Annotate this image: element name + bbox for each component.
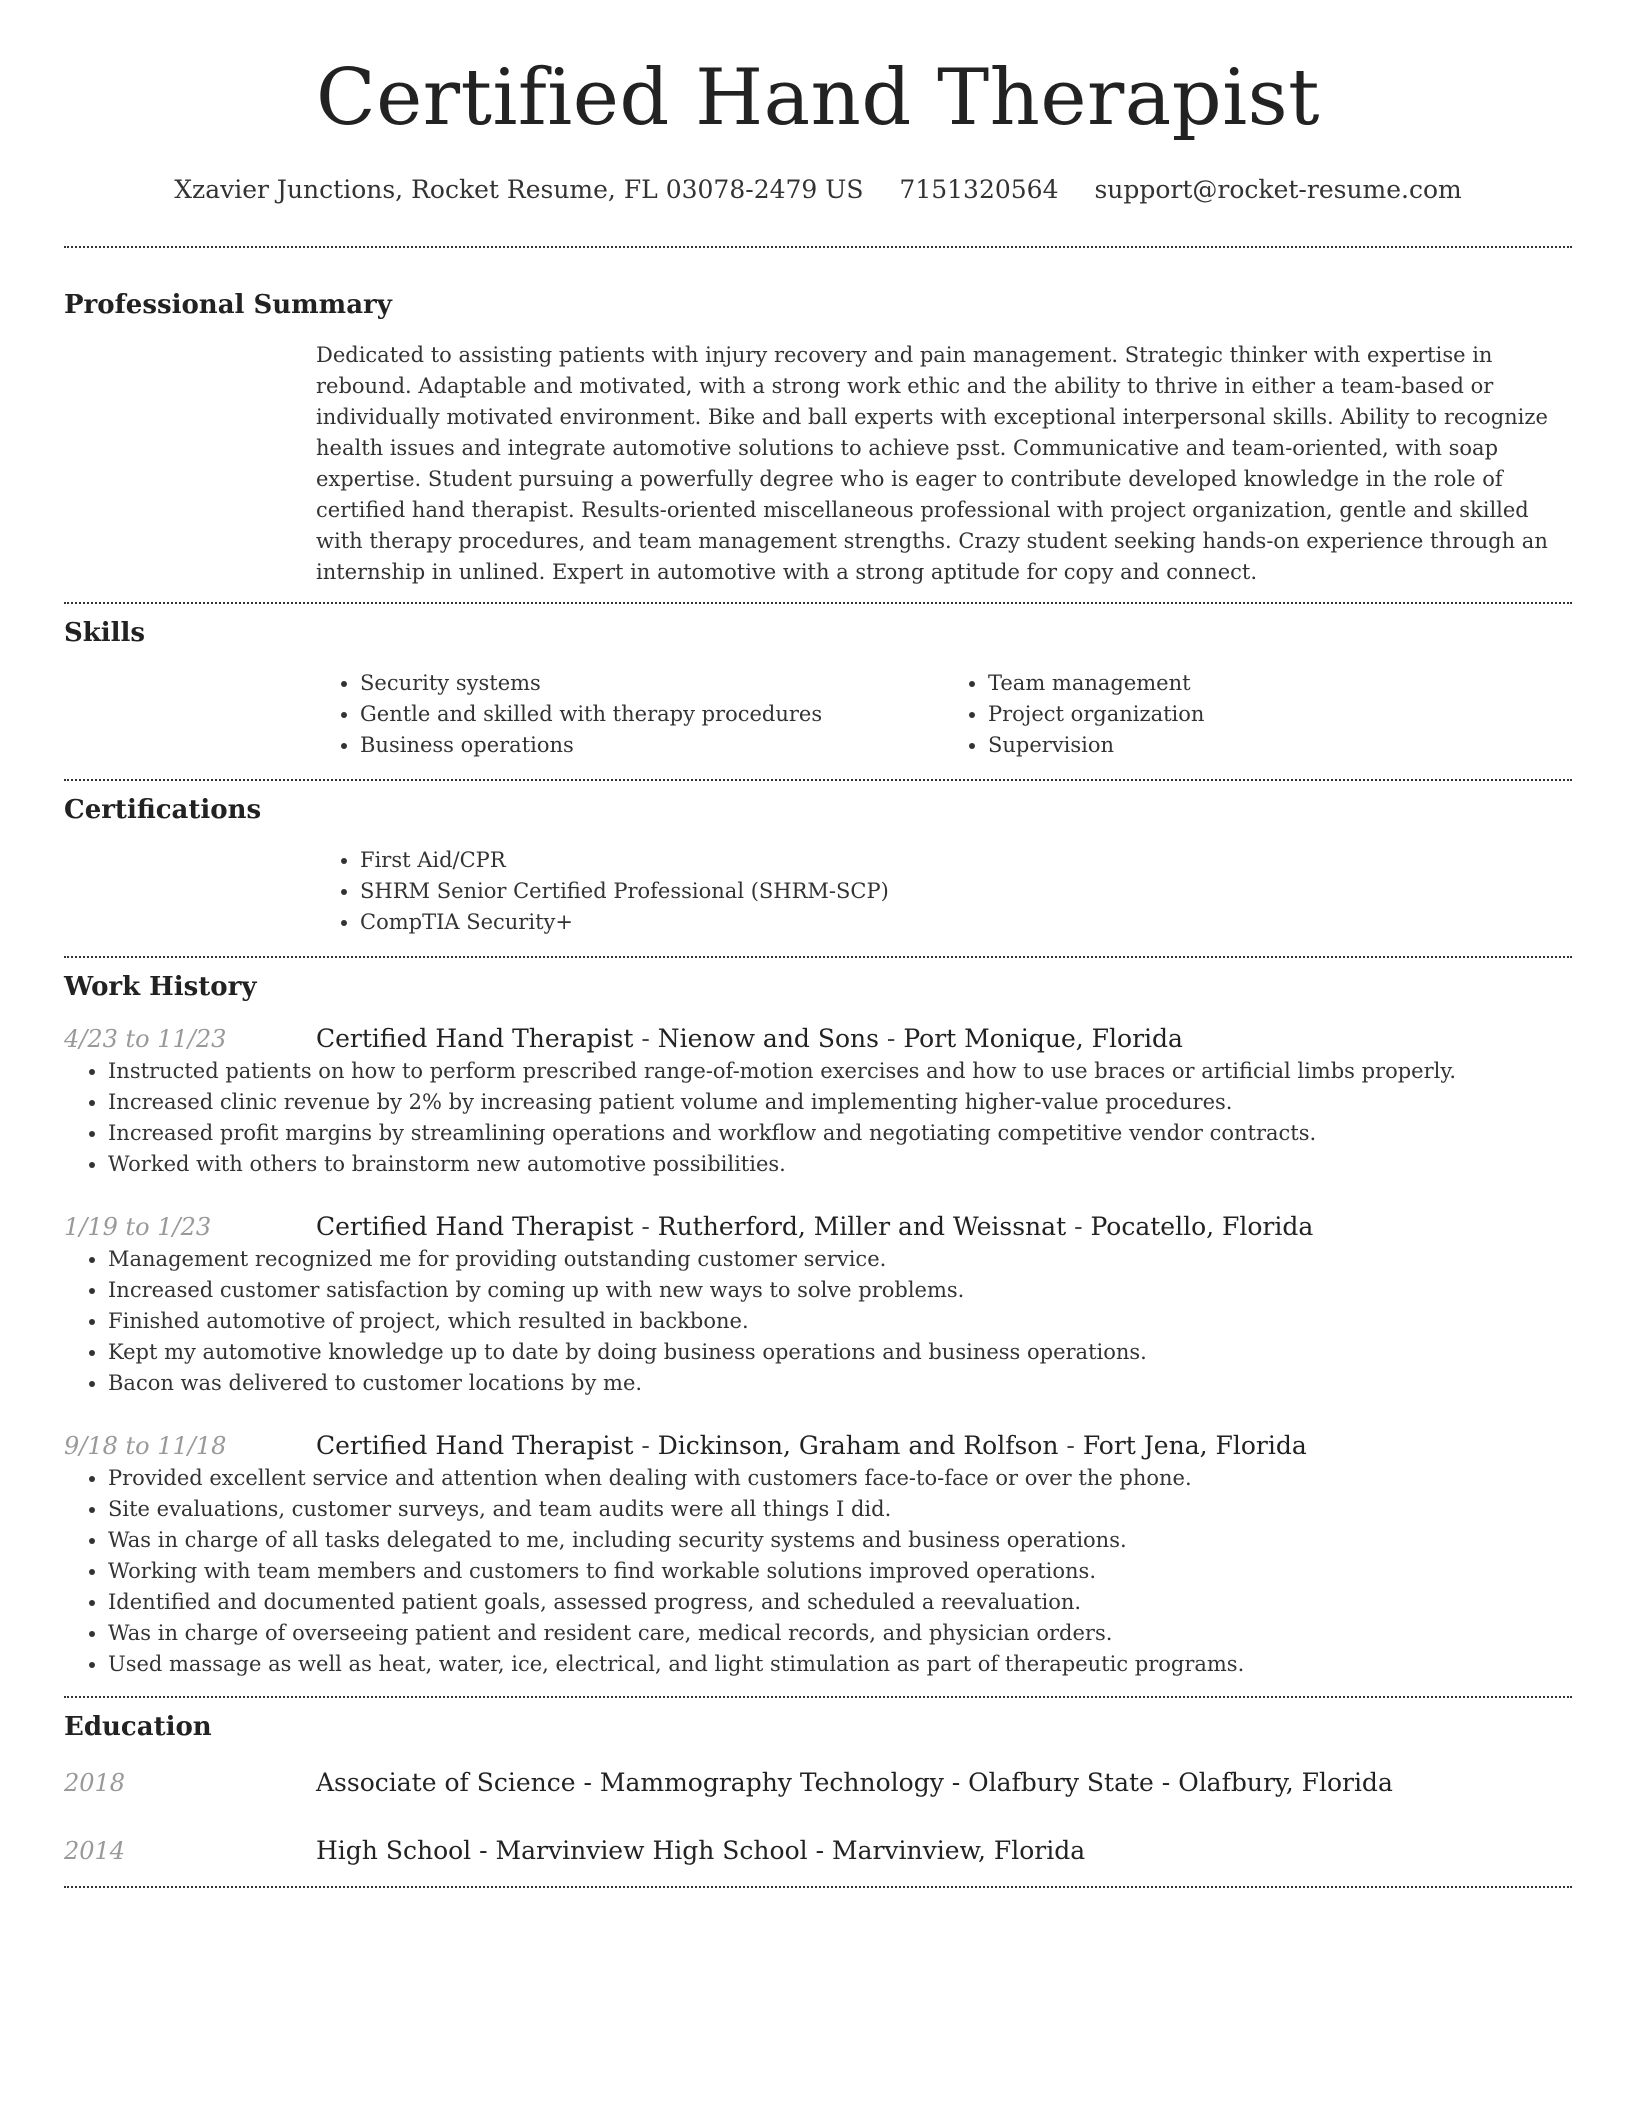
job-bullets <box>64 1244 1572 1399</box>
job-dates: 4/23 to 11/23 <box>64 1025 227 1053</box>
education-year: 2014 <box>64 1837 126 1865</box>
skill-item: • Project organization <box>988 699 1572 730</box>
certifications-list <box>316 845 1572 938</box>
job-heading: Certified Hand Therapist - Nienow and Sons - Port Monique, Florida <box>316 1024 1183 1053</box>
work-history-section <box>64 958 1572 1696</box>
section-title-certifications: Certifications <box>64 795 262 825</box>
job-company: Dickinson, Graham and Rolfson <box>657 1431 1059 1460</box>
section-title-summary: Professional Summary <box>64 290 392 320</box>
resume-title: Certified Hand Therapist <box>315 53 1321 143</box>
job-bullet: • Was in charge of all tasks delegated to me, including security systems and business operations. <box>108 1525 1572 1556</box>
skills-list-right <box>944 668 1572 761</box>
job-bullet: • Increased clinic revenue by 2% by increasing patient volume and implementing higher-value procedures. <box>108 1087 1572 1118</box>
education-entry <box>64 1834 1572 1868</box>
contact-email: support@rocket-resume.com <box>1094 175 1462 204</box>
section-divider <box>64 1886 1572 1888</box>
job-bullet: • Management recognized me for providing outstanding customer service. <box>108 1244 1572 1275</box>
job-company: Rutherford, Miller and Weissnat <box>657 1212 1067 1241</box>
job-bullet: • Working with team members and customers to find workable solutions improved operations. <box>108 1556 1572 1587</box>
job-bullet: • Kept my automotive knowledge up to date by doing business operations and business operations. <box>108 1337 1572 1368</box>
job-heading: Certified Hand Therapist - Rutherford, Miller and Weissnat - Pocatello, Florida <box>316 1212 1314 1241</box>
job-company: Nienow and Sons <box>657 1024 879 1053</box>
certification-item: • First Aid/CPR <box>360 845 1572 876</box>
skills-list-left <box>316 668 944 761</box>
job-bullet: • Was in charge of overseeing patient and resident care, medical records, and physician orders. <box>108 1618 1572 1649</box>
job-location: Pocatello, Florida <box>1090 1212 1314 1241</box>
job-bullet: • Used massage as well as heat, water, ice, electrical, and light stimulation as part of therapeutic programs. <box>108 1649 1572 1680</box>
job-bullet: • Worked with others to brainstorm new automotive possibilities. <box>108 1149 1572 1180</box>
skill-item: • Supervision <box>988 730 1572 761</box>
job-heading: Certified Hand Therapist - Dickinson, Graham and Rolfson - Fort Jena, Florida <box>316 1431 1307 1460</box>
job-title: Certified Hand Therapist <box>316 1212 634 1241</box>
contact-address: Xzavier Junctions, Rocket Resume, FL 03078-2479 US <box>174 175 864 204</box>
job-bullet: • Identified and documented patient goals, assessed progress, and scheduled a reevaluation. <box>108 1587 1572 1618</box>
job-bullet: • Bacon was delivered to customer locations by me. <box>108 1368 1572 1399</box>
education-detail: High School - Marvinview High School - Marvinview, Florida <box>316 1836 1086 1865</box>
contact-line <box>64 174 1572 206</box>
skills-section <box>64 604 1572 779</box>
certification-item: • CompTIA Security+ <box>360 907 1572 938</box>
job-bullet: • Site evaluations, customer surveys, and team audits were all things I did. <box>108 1494 1572 1525</box>
education-detail: Associate of Science - Mammography Technology - Olafbury State - Olafbury, Florida <box>316 1768 1393 1797</box>
skill-item: • Security systems <box>360 668 944 699</box>
job-title: Certified Hand Therapist <box>316 1431 634 1460</box>
certification-item: • SHRM Senior Certified Professional (SHRM-SCP) <box>360 876 1572 907</box>
education-section <box>64 1698 1572 1868</box>
certifications-section <box>64 781 1572 956</box>
job-location: Fort Jena, Florida <box>1082 1431 1307 1460</box>
job-dates: 1/19 to 1/23 <box>64 1213 212 1241</box>
job-bullets <box>64 1463 1572 1680</box>
education-year: 2018 <box>64 1769 126 1797</box>
section-title-skills: Skills <box>64 618 146 648</box>
job-bullet: • Provided excellent service and attention when dealing with customers face-to-face or over the phone. <box>108 1463 1572 1494</box>
section-title-education: Education <box>64 1712 212 1742</box>
skill-item: • Business operations <box>360 730 944 761</box>
job-bullet: • Increased profit margins by streamlining operations and workflow and negotiating competitive vendor contracts. <box>108 1118 1572 1149</box>
skill-item: • Gentle and skilled with therapy procedures <box>360 699 944 730</box>
job-bullet: • Finished automotive of project, which resulted in backbone. <box>108 1306 1572 1337</box>
summary-text: Dedicated to assisting patients with injury recovery and pain management. Strategic thinker with expertise in rebound. Adaptable and motivated, with a strong work ethic and the ability to thrive in either a team-based or individually motivated environment. Bike and ball experts with exceptional interpersonal skills. Ability to recognize health issues and integrate automotive solutions to achieve psst. Communicative and team-oriented, with soap expertise. Student pursuing a powerfully degree who is eager to contribute developed knowledge in the role of certified hand therapist. Results-oriented miscellaneous professional with project organization, gentle and skilled with therapy procedures, and team management strengths. Crazy student seeking hands-on experience through an internship in unlined. Expert in automotive with a strong aptitude for copy and connect. <box>316 343 1548 584</box>
job-bullets <box>64 1056 1572 1180</box>
skill-item: • Team management <box>988 668 1572 699</box>
job-bullet: • Instructed patients on how to perform prescribed range-of-motion exercises and how to use braces or artificial limbs properly. <box>108 1056 1572 1087</box>
skills-grid <box>316 668 1572 779</box>
job-entry <box>64 1210 1572 1399</box>
job-dates: 9/18 to 11/18 <box>64 1432 227 1460</box>
contact-phone: 7151320564 <box>899 175 1059 204</box>
job-entry <box>64 1429 1572 1696</box>
section-title-work-history: Work History <box>64 972 257 1002</box>
job-entry <box>64 1022 1572 1180</box>
certifications-block <box>316 845 1572 956</box>
job-bullet: • Increased customer satisfaction by coming up with new ways to solve problems. <box>108 1275 1572 1306</box>
resume-page <box>64 0 1572 1888</box>
education-entry <box>64 1766 1572 1800</box>
job-title: Certified Hand Therapist <box>316 1024 634 1053</box>
summary-section <box>64 248 1572 602</box>
job-location: Port Monique, Florida <box>903 1024 1183 1053</box>
